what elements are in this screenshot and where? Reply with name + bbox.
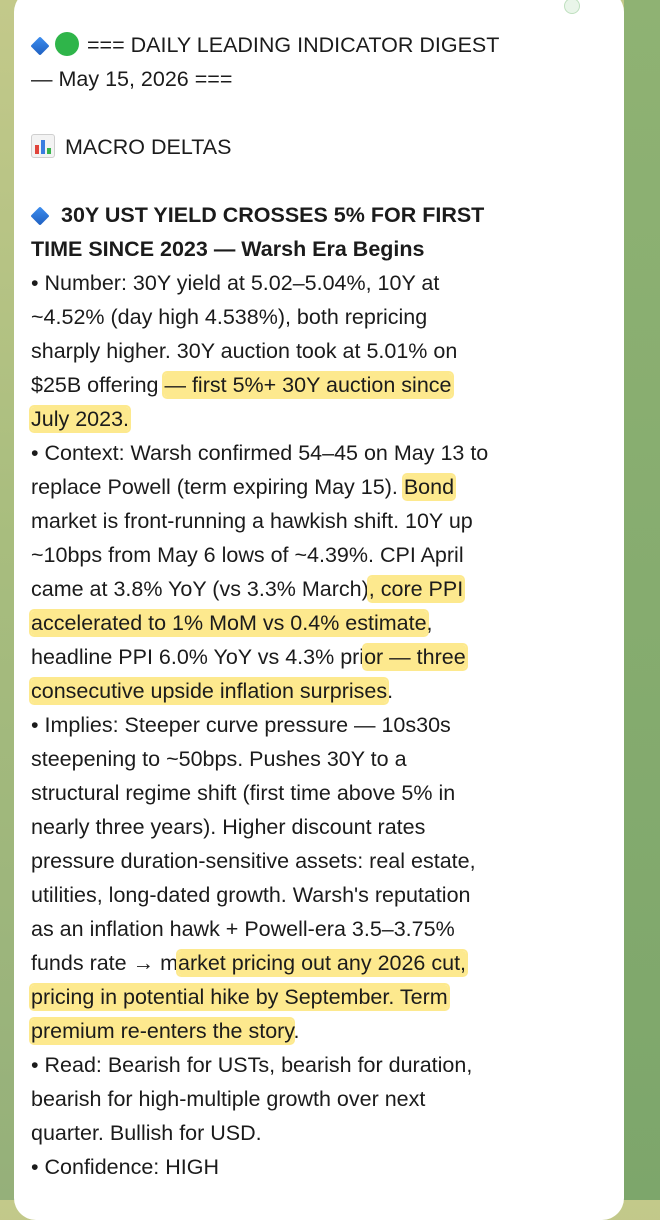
body-line: as an inflation hawk + Powell-era 3.5–3.75% bbox=[31, 917, 455, 941]
body-line: • Number: 30Y yield at 5.02–5.04%, 10Y at bbox=[31, 271, 440, 295]
body-line: • Confidence: HIGH bbox=[31, 1155, 219, 1179]
highlight: consecutive upside inflation surprises bbox=[31, 679, 388, 703]
bar-chart-icon bbox=[31, 134, 55, 158]
body-line: headline PPI 6.0% YoY vs 4.3% prior — three bbox=[31, 645, 466, 669]
body-line: utilities, long-dated growth. Warsh's reputation bbox=[31, 883, 471, 907]
body-line: • Implies: Steeper curve pressure — 10s30s bbox=[31, 713, 451, 737]
background-panel bbox=[624, 0, 660, 1200]
body-line: sharply higher. 30Y auction took at 5.01% on bbox=[31, 339, 458, 363]
body-line: pressure duration-sensitive assets: real estate, bbox=[31, 849, 476, 873]
small-blue-diamond-icon bbox=[30, 206, 49, 225]
body-line: premium re-enters the story. bbox=[31, 1019, 300, 1043]
highlight: pricing in potential hike by September. Term bbox=[31, 985, 448, 1009]
body-line: $25B offering — first 5%+ 30Y auction since bbox=[31, 373, 452, 397]
highlight: arket pricing out any 2026 cut, bbox=[177, 951, 467, 975]
digest-header-line-2: — May 15, 2026 === bbox=[31, 67, 233, 91]
body-line: ~10bps from May 6 lows of ~4.39%. CPI April bbox=[31, 543, 464, 567]
body-line: market is front-running a hawkish shift. 10Y up bbox=[31, 509, 473, 533]
body-line: steepening to ~50bps. Pushes 30Y to a bbox=[31, 747, 407, 771]
headline-line-2: TIME SINCE 2023 — Warsh Era Begins bbox=[31, 237, 425, 261]
highlight: Bond bbox=[403, 475, 455, 499]
body-line: replace Powell (term expiring May 15). Bond bbox=[31, 475, 455, 499]
body-line: • Context: Warsh confirmed 54–45 on May 13 to bbox=[31, 441, 489, 465]
digest-header-line-1: === DAILY LEADING INDICATOR DIGEST bbox=[31, 28, 591, 62]
green-circle-icon bbox=[55, 32, 79, 56]
highlight: accelerated to 1% MoM vs 0.4% estimate bbox=[31, 611, 427, 635]
section-title: MACRO DELTAS bbox=[31, 130, 591, 164]
body-line: came at 3.8% YoY (vs 3.3% March), core PPI bbox=[31, 577, 464, 601]
body-line: accelerated to 1% MoM vs 0.4% estimate, bbox=[31, 611, 433, 635]
body-line: structural regime shift (first time above 5% in bbox=[31, 781, 456, 805]
body-line: funds rate → market pricing out any 2026 cut, bbox=[31, 951, 467, 975]
reaction-icon[interactable] bbox=[564, 0, 580, 14]
highlight: premium re-enters the story bbox=[31, 1019, 294, 1043]
highlight: , core PPI bbox=[368, 577, 464, 601]
body-line bbox=[31, 980, 591, 1014]
body-line: • Read: Bearish for USTs, bearish for duration, bbox=[31, 1053, 473, 1077]
body-line bbox=[31, 402, 591, 436]
body-line: ~4.52% (day high 4.538%), both repricing bbox=[31, 305, 428, 329]
small-blue-diamond-icon bbox=[30, 36, 49, 55]
highlight: — first 5%+ 30Y auction since bbox=[164, 373, 452, 397]
headline-line-1: 30Y UST YIELD CROSSES 5% FOR FIRST bbox=[31, 198, 591, 232]
body-line: quarter. Bullish for USD. bbox=[31, 1121, 262, 1145]
body-line: consecutive upside inflation surprises. bbox=[31, 679, 394, 703]
highlight: July 2023. bbox=[31, 407, 130, 431]
digest-message bbox=[31, 28, 591, 1184]
highlight: or — three bbox=[364, 645, 466, 669]
body-line: bearish for high-multiple growth over next bbox=[31, 1087, 426, 1111]
body-line: nearly three years). Higher discount rates bbox=[31, 815, 426, 839]
